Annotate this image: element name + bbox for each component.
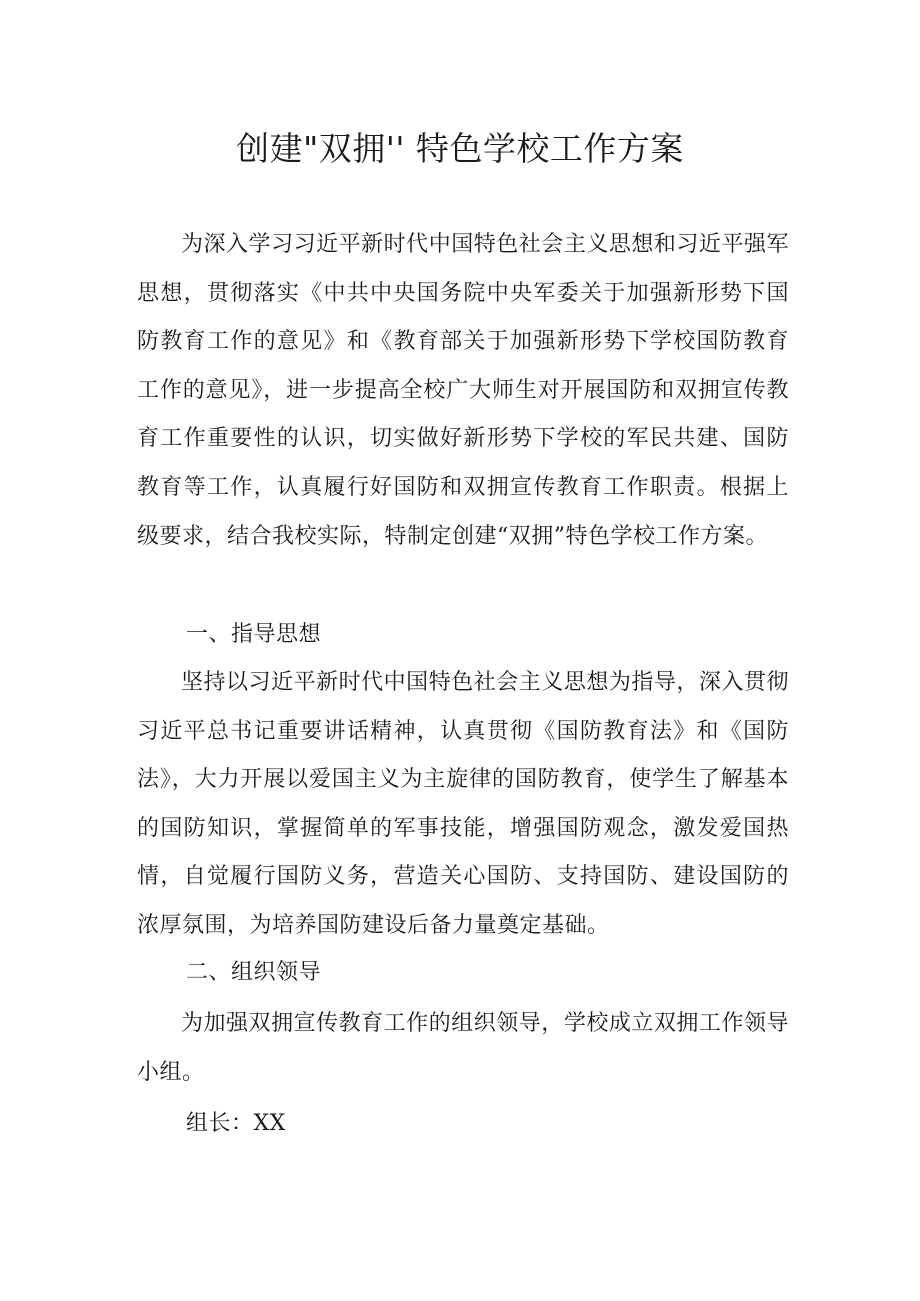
- intro-paragraph: 为深入学习习近平新时代中国特色社会主义思想和习近平强军思想，贯彻落实《中共中央国务院中央军委关于加强新形势下国防教育工作的意见》和《教育部关于加强新形势下学校国防教育工作的意见》，进一步提高全校广大师生对开展国防和双拥宣传教育工作重要性的认识，切实做好新形势下学校的军民共建、国防教育等工作，认真履行好国防和双拥宣传教育工作职责。根据上级要求，结合我校实际，特制定创建“双拥”特色学校工作方案。: [137, 232, 789, 549]
- section-heading-guiding-ideology: 一、指导思想: [186, 622, 322, 647]
- group-leader-line: 组长：XX: [186, 1111, 286, 1136]
- section-heading-organization: 二、组织领导: [186, 960, 322, 985]
- document-title: 创建"双拥'' 特色学校工作方案: [236, 129, 684, 168]
- organization-paragraph: 为加强双拥宣传教育工作的组织领导，学校成立双拥工作领导小组。: [137, 1011, 789, 1085]
- guiding-ideology-paragraph: 坚持以习近平新时代中国特色社会主义思想为指导，深入贯彻习近平总书记重要讲话精神，认真贯彻《国防教育法》和《国防法》，大力开展以爱国主义为主旋律的国防教育，使学生了解基本的国防知识，掌握简单的军事技能，增强国防观念，激发爱国热情，自觉履行国防义务，营造关心国防、支持国防、建设国防的浓厚氛围，为培养国防建设后备力量奠定基础。: [137, 670, 789, 938]
